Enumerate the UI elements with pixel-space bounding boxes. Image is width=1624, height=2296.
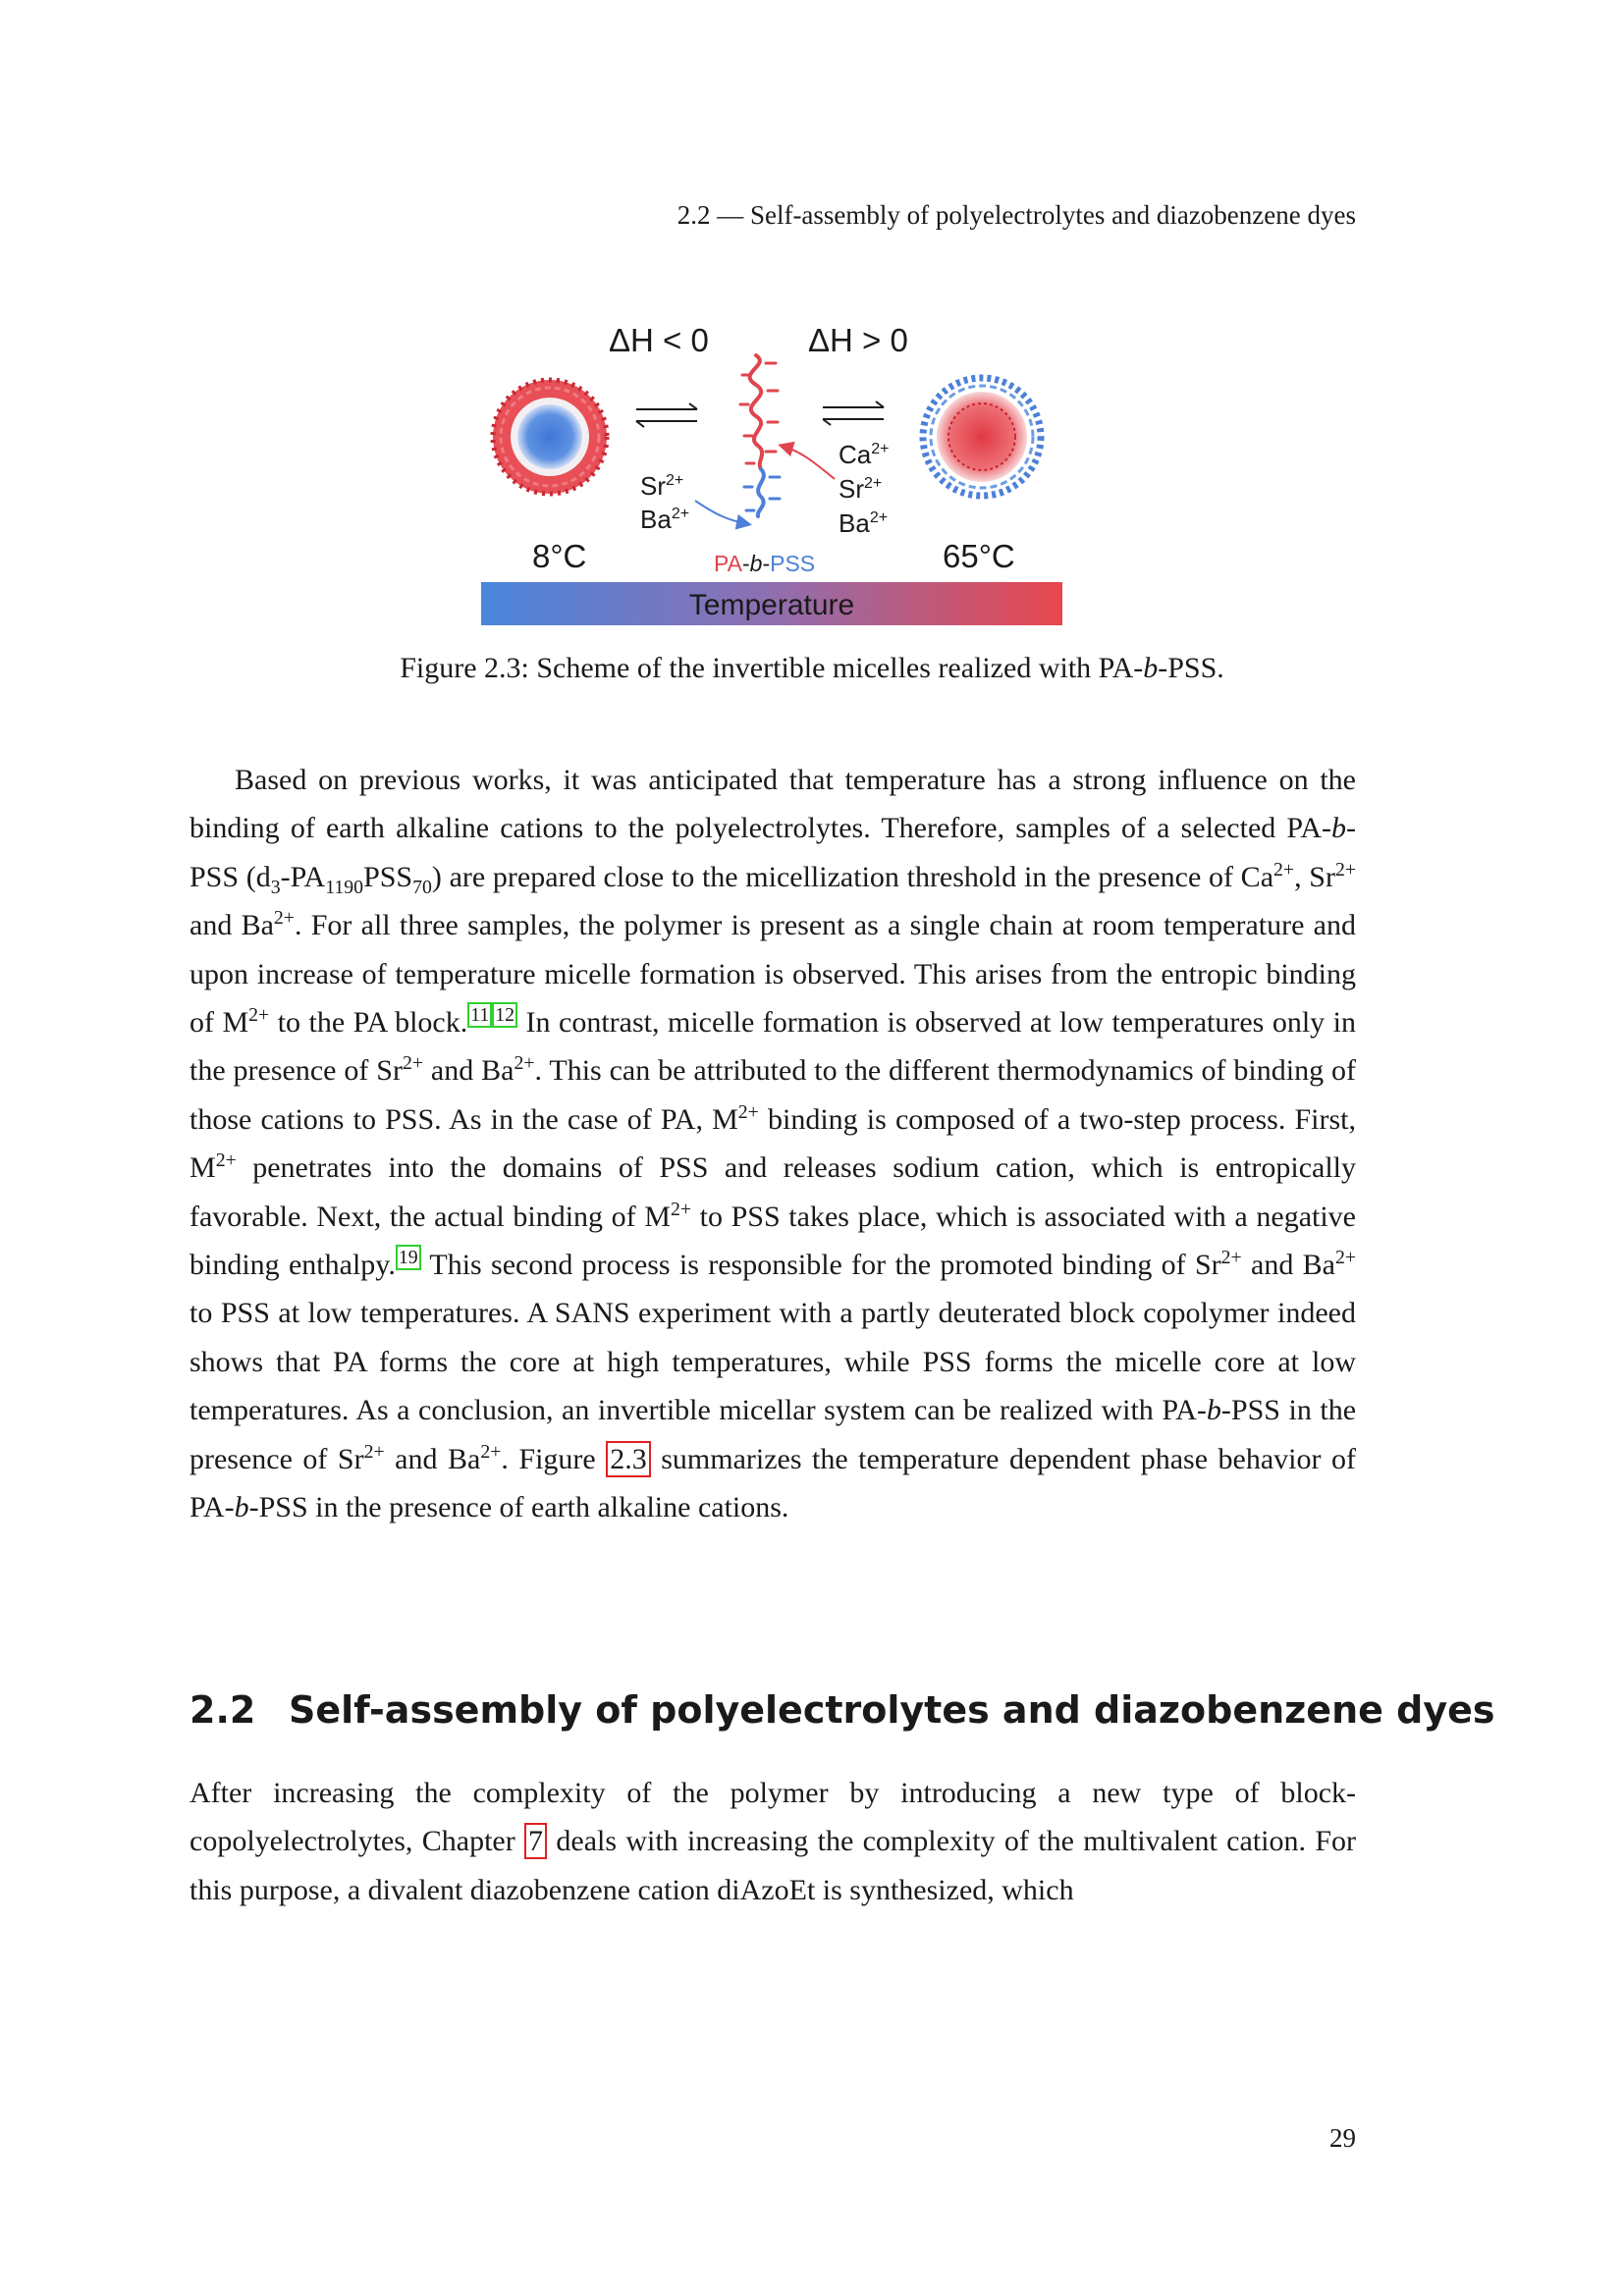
enthalpy-positive-label: ΔH > 0: [808, 322, 908, 358]
ion-ba-left: $Ba^{2+}$: [640, 505, 690, 534]
figure-caption: Figure 2.3: Scheme of the invertible micelles realized with PA-b-PSS.: [400, 652, 1224, 684]
single-chain-polymer: [740, 355, 780, 516]
citation-link-19[interactable]: 19: [396, 1245, 421, 1270]
figure-scheme: [471, 314, 1080, 633]
equilibrium-arrow-left: [636, 403, 697, 427]
citation-link-12[interactable]: 12: [492, 1002, 517, 1028]
section-title: Self-assembly of polyelectrolytes and diazobenzene dyes: [289, 1688, 1495, 1732]
binding-arrow-pa: [782, 446, 835, 479]
enthalpy-negative-label: ΔH < 0: [609, 322, 709, 358]
section-number: 2.2: [189, 1688, 256, 1732]
equilibrium-arrow-right: [823, 401, 884, 425]
section-heading: [189, 1688, 1495, 1732]
figure-invertible-micelles: [471, 314, 1080, 633]
temperature-high-label: 65°C: [943, 538, 1015, 574]
ion-ba-right: $Ba^{2+}$: [839, 508, 889, 538]
chapter-reference-link[interactable]: 7: [524, 1823, 547, 1859]
citation-link-11[interactable]: 11: [467, 1002, 492, 1028]
temperature-bar-label: Temperature: [688, 589, 855, 621]
temperature-low-label: 8°C: [532, 538, 587, 574]
micelle-high-temperature: [923, 378, 1041, 496]
binding-arrow-pss: [695, 501, 748, 524]
page-number: 29: [1329, 2123, 1356, 2153]
micelle-low-temperature: [493, 380, 607, 494]
ion-ca-right: $Ca^{2+}$: [839, 440, 890, 469]
paragraph-diazobenzene-intro: After increasing the complexity of the polymer by introducing a new type of block-copolyelectrolytes, Chapter 7 deals with increasing the complexity of the multivalent cation. For this purpose, a divalent diazobenzene cation diAzoEt is synthesized, which: [189, 1777, 1356, 1906]
paragraph-temperature-binding: Based on previous works, it was anticipated that temperature has a strong influence on the binding of earth alkaline cations to the polyelectrolytes. Therefore, samples of a selected PA-b-PSS $(d_3-PA_{1190}PSS_{70})$ are prepared close to the micellization threshold in the presence of $Ca^{2+}$, $Sr^{2+}$ and $Ba^{2+}$. For all three samples, the polymer is present as a single chain at room temperature and upon increase of temperature micelle formation is observed. This arises from the entropic binding of $M^{2+}$ to the PA block. $^{11 12}$ In contrast, micelle formation is observed at low temperatures only in the presence of $Sr^{2+}$ and $Ba^{2+}$. This can be attributed to the different thermodynamics of binding of those cations to PSS. As in the case of PA, $M^{2+}$ binding is composed of a two-step process. First, $M^{2+}$ penetrates into the domains of PSS and releases sodium cation, which is entropically favorable. Next, the actual binding of $M^{2+}$ to PSS takes place, which is associated with a negative binding enthalpy. $^{19}$ This second process is responsible for the promoted binding of $Sr^{2+}$ and $Ba^{2+}$ to PSS at low temperatures. A SANS experiment with a partly deuterated block copolymer indeed shows that PA forms the core at high temperatures, while PSS forms the micelle core at low temperatures. As a conclusion, an invertible micellar system can be realized with PA-b-PSS in the presence of $Sr^{2+}$ and $Ba^{2+}$. Figure 2.3 summarizes the temperature dependent phase behavior of PA-b-PSS in the presence of earth alkaline cations.: [189, 764, 1357, 1524]
polymer-label: PA-b-PSS: [714, 551, 816, 576]
ion-sr-left: $Sr^{2+}$: [640, 471, 684, 501]
figure-reference-link[interactable]: 2.3: [606, 1441, 651, 1477]
ion-sr-right: $Sr^{2+}$: [839, 474, 883, 504]
running-head: 2.2 — Self-assembly of polyelectrolytes and diazobenzene dyes: [677, 200, 1356, 230]
